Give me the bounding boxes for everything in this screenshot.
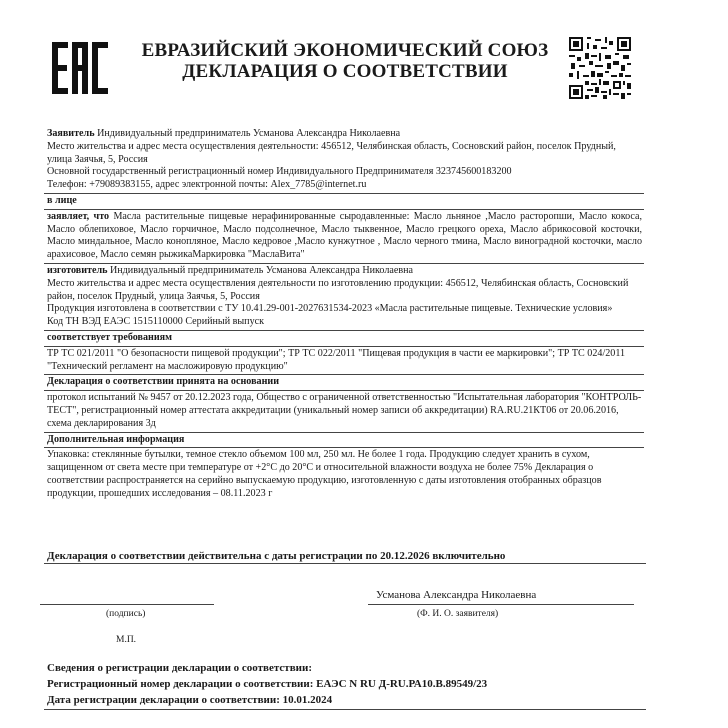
signature-line [40, 604, 214, 605]
basis-text: протокол испытаний № 9457 от 20.12.2023 года, Общество с ограниченной ответственностью "Испытательная лаборатория "КОНТРОЛЬ-ТЕСТ", регистрационный номер аттестата аккредитации (уникальный номер записи об аккредитации) RA.RU.21КТ06 от 20.06.2016, схема декларирования 3д [44, 391, 644, 432]
registration-date: Дата регистрации декларации о соответствии: 10.01.2024 [47, 694, 333, 706]
applicant-contacts: Телефон: +79089383155, адрес электронной почты: Alex_7785@internet.ru [47, 179, 367, 191]
manufacturer-label: изготовитель [47, 264, 108, 276]
title-union: ЕВРАЗИЙСКИЙ ЭКОНОМИЧЕСКИЙ СОЮЗ [141, 40, 549, 61]
applicant-address: Место жительства и адрес места осуществления деятельности: 456512, Челябинская область, Сосновский район, поселок Прудный, улица Заячья, 5, Россия [47, 140, 616, 165]
qr-code-icon [569, 37, 631, 99]
additional-text: Упаковка: стеклянные бутылки, темное стекло объемом 100 мл, 250 мл. Не более 1 года. Продукцию следует хранить в сухом, защищенном от света месте при температуре от +2°С до 20°С и относительной влажности воздуха не более 75% Декларация о соответствии распространяется на серийно выпускаемую продукцию, изготовленную с даты изготовления отобранных образцов продукции, прошедших исследования – 08.11.2023 г [47, 449, 602, 499]
manufacturer-address: Место жительства и адрес места осуществления деятельности по изготовлению продукции: 456512, Челябинская область, Сосновский район, поселок Прудный, улица Заячья, 5, Россия [47, 277, 629, 302]
divider [44, 709, 646, 710]
basis-label: Декларация о соответствии принята на основании [44, 375, 644, 391]
applicant-label: Заявитель [47, 128, 95, 139]
eac-logo-icon [50, 40, 110, 96]
declaration-body [44, 127, 644, 502]
declares-section [44, 210, 644, 264]
document-title [120, 40, 570, 82]
manufacturer-tn-ved: Код ТН ВЭД ЕАЭС 1515110000 Серийный выпуск [47, 316, 264, 328]
name-line [368, 604, 634, 605]
declares-label: заявляет, что [47, 210, 110, 222]
fio-caption: (Ф. И. О. заявителя) [417, 609, 499, 619]
requirements-label: соответствует требованиям [44, 331, 644, 347]
additional-label: Дополнительная информация [44, 433, 644, 449]
manufacturer-standard: Продукция изготовлена в соответствии с ТУ 10.41.29-001-2027631534-2023 «Масла растительные пищевые. Технические условия» [47, 303, 613, 315]
applicant-signature-name: Усманова Александра Николаевна [376, 589, 537, 601]
validity-statement: Декларация о соответствии действительна с даты регистрации по 20.12.2026 включительно [47, 550, 506, 562]
requirements-text: ТР ТС 021/2011 "О безопасности пищевой продукции"; ТР ТС 022/2011 "Пищевая продукция в части ее маркировки"; ТР ТС 024/2011 "Технический регламент на масложировую продукцию" [44, 347, 644, 376]
applicant-ogrn: Основной государственный регистрационный номер Индивидуального Предпринимателя 323745600183200 [47, 166, 512, 178]
applicant-section [44, 127, 644, 194]
manufacturer-name: Индивидуальный предприниматель Усманова Александра Николаевна [109, 264, 413, 276]
title-declaration: ДЕКЛАРАЦИЯ О СООТВЕТСТВИИ [182, 61, 508, 82]
registration-number: Регистрационный номер декларации о соответствии: ЕАЭС N RU Д-RU.РА10.В.89549/23 [47, 678, 488, 690]
signature-caption: (подпись) [106, 609, 146, 619]
manufacturer-section [44, 264, 644, 331]
stamp-place-label: М.П. [116, 635, 137, 645]
divider [44, 563, 646, 564]
declares-text: Масла растительные пищевые нерафинированные сыродавленные: Масло льняное ,Масло расторопши, Масло кокоса, Масло облепиховое, Масло горчичное, Масло подсолнечное, Масло тыквенное, Масло грецкого ореха, Масло абрикосовой косточки, Масло миндальное, Масло конопляное, Масло кедровое ,Масло кунжутное , Масло черного тмина, Масло виноградной косточки, масло арахисовое, Масло семян рыжикаМаркировка "МаслаВита" [47, 210, 643, 261]
in-person-section: в лице [44, 194, 644, 210]
applicant-name: Индивидуальный предприниматель Усманова Александра Николаевна [97, 128, 401, 139]
registration-heading: Сведения о регистрации декларации о соответствии: [47, 662, 312, 674]
registration-info [47, 660, 487, 708]
